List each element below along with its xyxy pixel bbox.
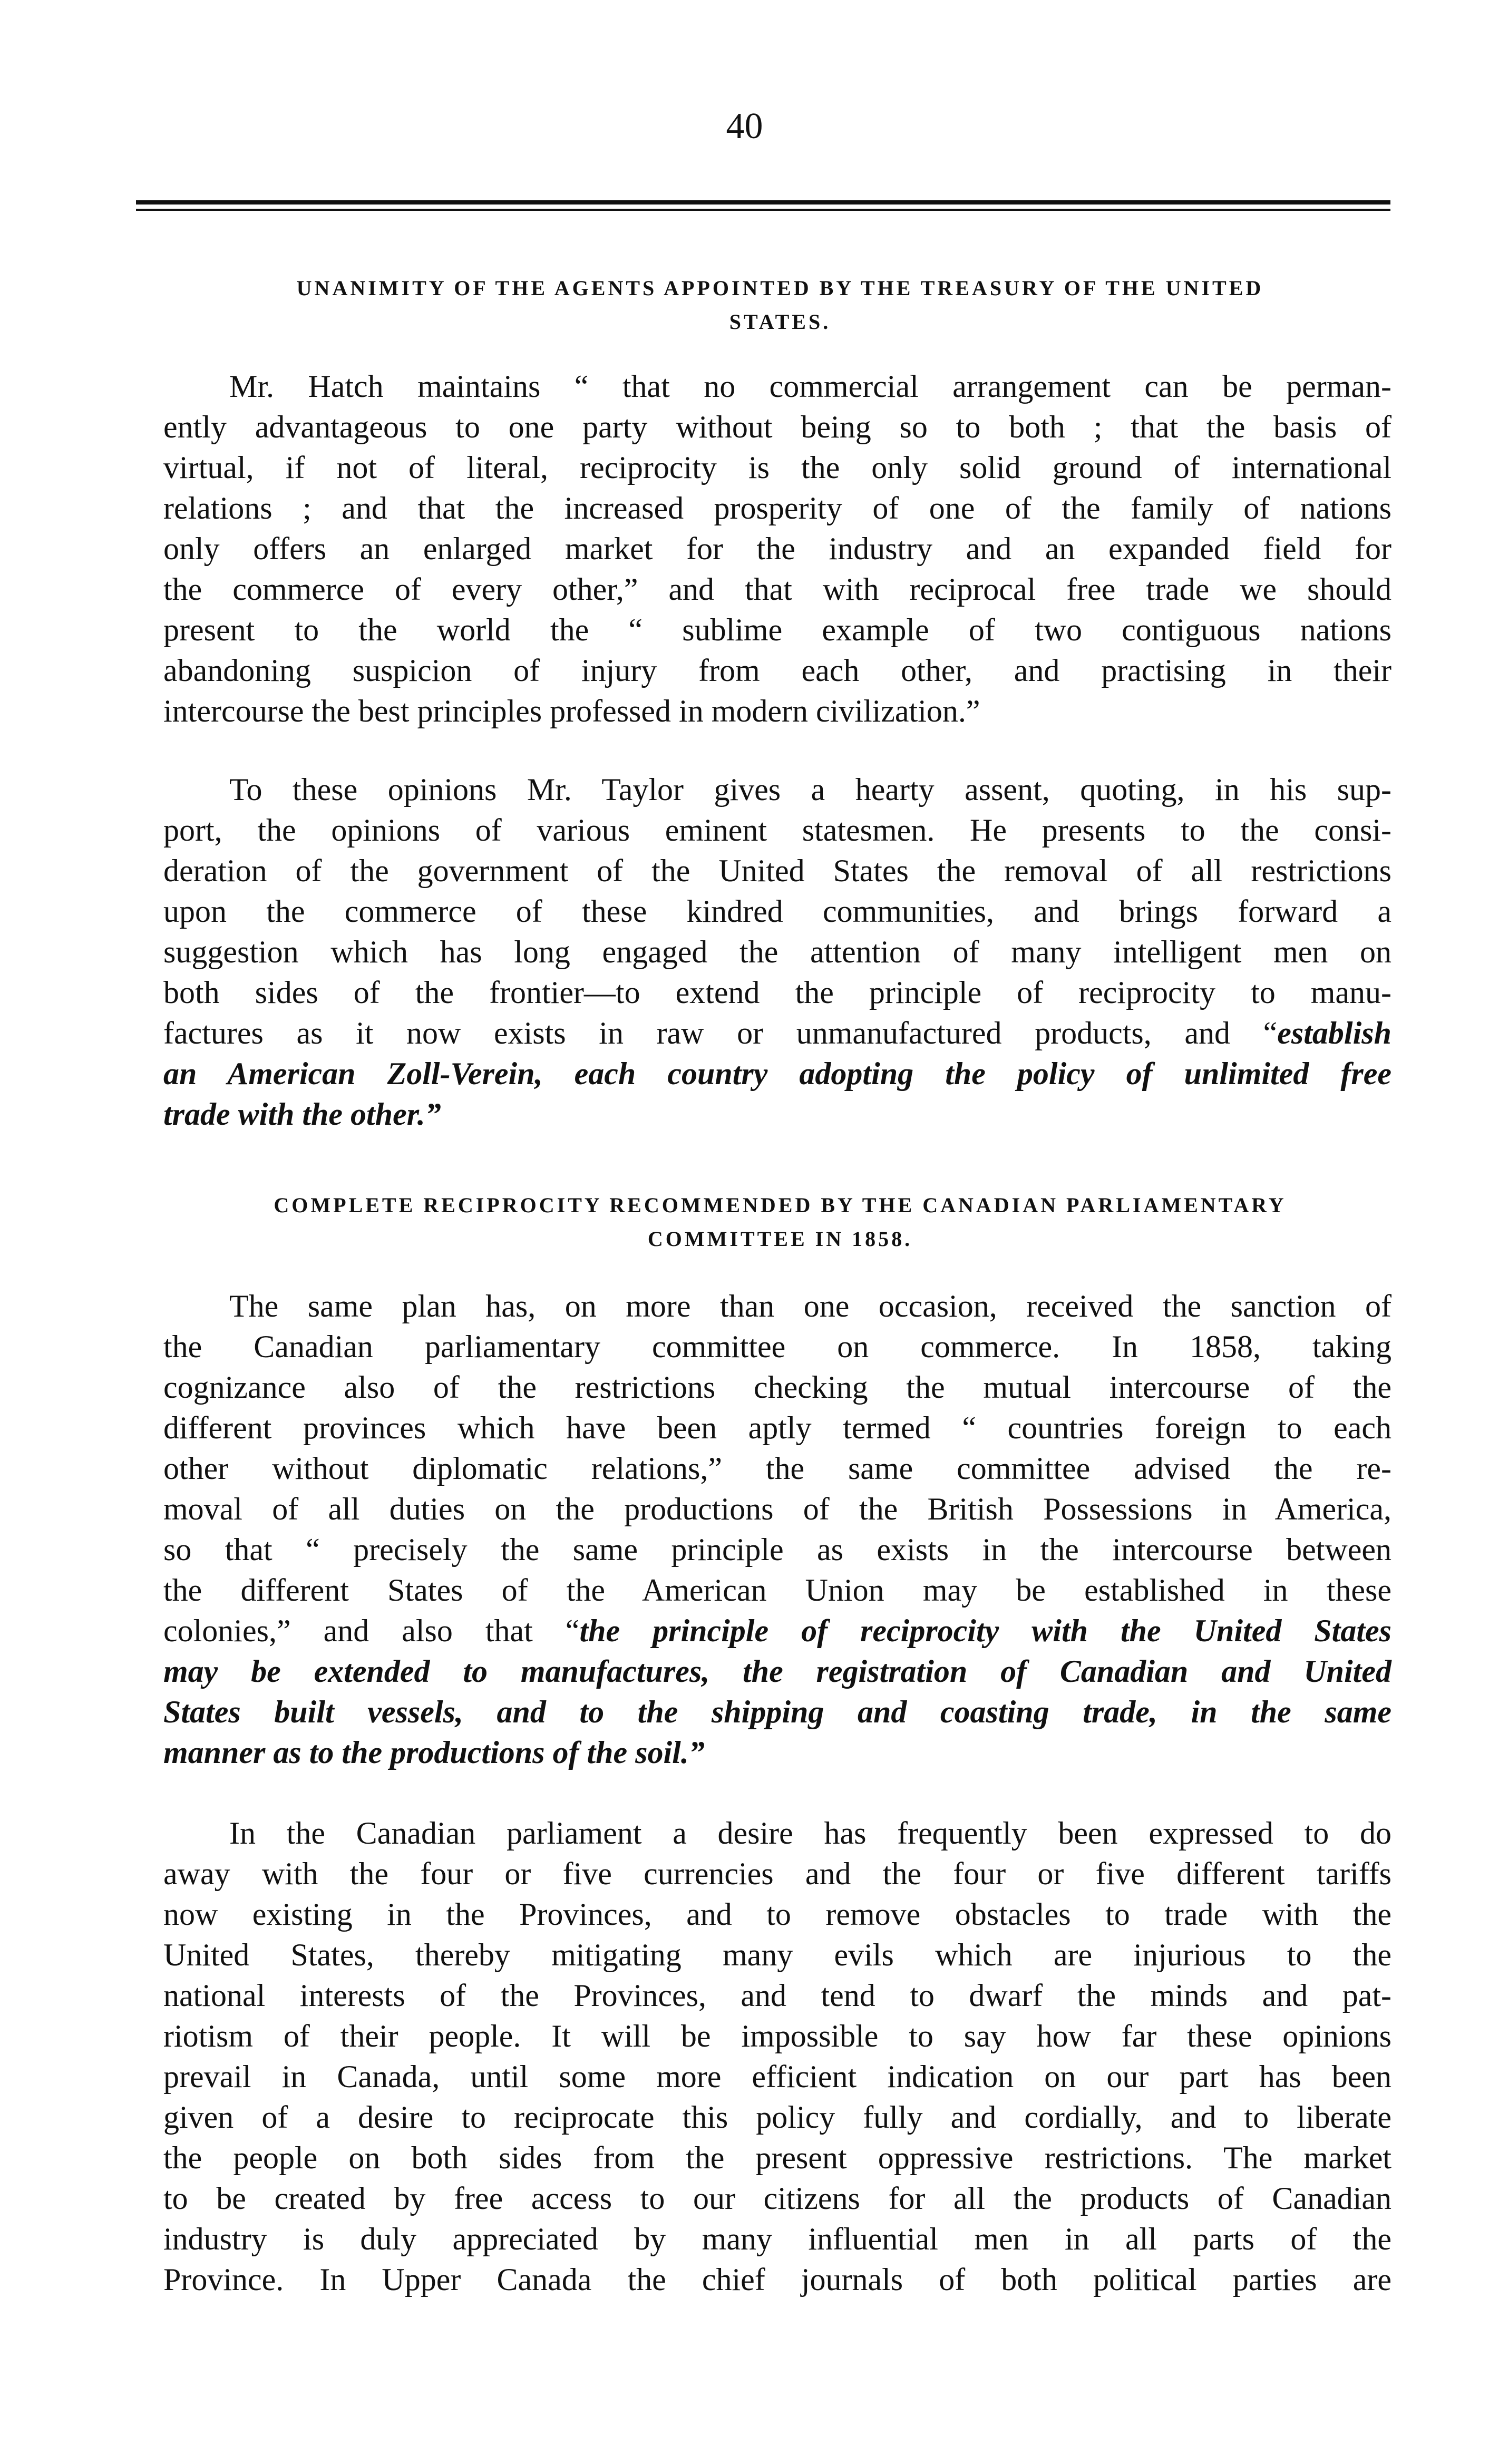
text-line: Province. In Upper Canada the chief journals of both political parties are bbox=[163, 2262, 1391, 2297]
text-line: present to the world the “ sublime example of two contiguous nations bbox=[163, 612, 1391, 647]
text-line: the people on both sides from the present oppressive restrictions. The market bbox=[163, 2140, 1391, 2175]
text-line: only offers an enlarged market for the industry and an expanded field for bbox=[163, 531, 1391, 566]
text-line: moval of all duties on the productions of the British Possessions in America, bbox=[163, 1492, 1391, 1526]
text-line: suggestion which has long engaged the attention of many intelligent men on bbox=[163, 934, 1391, 969]
text-line-emphasis: trade with the other.” bbox=[163, 1097, 441, 1132]
section-heading bbox=[174, 1189, 1386, 1256]
text-line: abandoning suspicion of injury from each other, and practising in their bbox=[163, 653, 1391, 688]
text-line: the Canadian parliamentary committee on commerce. In 1858, taking bbox=[163, 1329, 1391, 1364]
text-line-emphasis: manner as to the productions of the soil.” bbox=[163, 1735, 705, 1770]
text-segment: factures as it now exists in raw or unmanufactured products, and “ bbox=[163, 1016, 1278, 1050]
text-line: given of a desire to reciprocate this policy fully and cordially, and to liberate bbox=[163, 2100, 1391, 2135]
text-line: ently advantageous to one party without being so to both ; that the basis of bbox=[163, 410, 1391, 444]
heading-line: COMMITTEE IN 1858. bbox=[647, 1227, 913, 1251]
text-line-emphasis: States built vessels, and to the shipping and coasting trade, in the same bbox=[163, 1694, 1391, 1729]
text-line: In the Canadian parliament a desire has frequently been expressed to do bbox=[229, 1816, 1391, 1851]
text-line: The same plan has, on more than one occasion, received the sanction of bbox=[229, 1289, 1391, 1323]
header-rule-thin bbox=[136, 209, 1390, 211]
text-line: both sides of the frontier—to extend the principle of reciprocity to manu- bbox=[163, 975, 1391, 1010]
text-line: upon the commerce of these kindred communities, and brings forward a bbox=[163, 894, 1391, 929]
emphasis-text: establish bbox=[1277, 1016, 1391, 1050]
text-line: United States, thereby mitigating many evils which are injurious to the bbox=[163, 1937, 1391, 1972]
paragraph bbox=[163, 770, 1391, 1135]
text-line-emphasis: may be extended to manufactures, the registration of Canadian and United bbox=[163, 1654, 1391, 1689]
paragraph bbox=[163, 1813, 1391, 2300]
text-line: away with the four or five currencies and the four or five different tariffs bbox=[163, 1856, 1391, 1891]
text-line: national interests of the Provinces, and tend to dwarf the minds and pat- bbox=[163, 1978, 1391, 2013]
paragraph bbox=[163, 366, 1391, 732]
text-line: To these opinions Mr. Taylor gives a hearty assent, quoting, in his sup- bbox=[229, 772, 1391, 807]
emphasis-text: the principle of reciprocity with the United States bbox=[579, 1613, 1391, 1648]
section-heading bbox=[174, 271, 1386, 339]
text-line: the commerce of every other,” and that with reciprocal free trade we should bbox=[163, 572, 1391, 607]
text-line: industry is duly appreciated by many influential men in all parts of the bbox=[163, 2222, 1391, 2256]
text-line: to be created by free access to our citizens for all the products of Canadian bbox=[163, 2181, 1391, 2216]
text-line: now existing in the Provinces, and to remove obstacles to trade with the bbox=[163, 1897, 1391, 1932]
text-line: riotism of their people. It will be impossible to say how far these opinions bbox=[163, 2019, 1391, 2053]
text-line: different provinces which have been aptly termed “ countries foreign to each bbox=[163, 1410, 1391, 1445]
text-line: other without diplomatic relations,” the same committee advised the re- bbox=[163, 1451, 1391, 1486]
text-line: so that “ precisely the same principle as exists in the intercourse between bbox=[163, 1532, 1391, 1567]
header-rule bbox=[136, 200, 1390, 204]
text-line: prevail in Canada, until some more efficient indication on our part has been bbox=[163, 2059, 1391, 2094]
text-line-emphasis: an American Zoll-Verein, each country adopting the policy of unlimited free bbox=[163, 1056, 1391, 1091]
text-line: intercourse the best principles professed in modern civilization.” bbox=[163, 694, 980, 728]
text-line: port, the opinions of various eminent statesmen. He presents to the consi- bbox=[163, 813, 1391, 848]
paragraph bbox=[163, 1286, 1391, 1773]
text-line: cognizance also of the restrictions checking the mutual intercourse of the bbox=[163, 1370, 1391, 1405]
heading-line: COMPLETE RECIPROCITY RECOMMENDED BY THE CANADIAN PARLIAMENTARY bbox=[274, 1193, 1287, 1218]
text-line: deration of the government of the United States the removal of all restrictions bbox=[163, 853, 1391, 888]
text-segment: colonies,” and also that “ bbox=[163, 1613, 580, 1648]
text-line: the different States of the American Union may be established in these bbox=[163, 1573, 1391, 1608]
text-line-mixed bbox=[163, 1013, 1391, 1054]
text-line: virtual, if not of literal, reciprocity is the only solid ground of international bbox=[163, 450, 1391, 485]
heading-line: STATES. bbox=[729, 310, 831, 334]
text-line-mixed bbox=[163, 1611, 1391, 1651]
heading-line: UNANIMITY OF THE AGENTS APPOINTED BY THE TREASURY OF THE UNITED bbox=[296, 276, 1264, 300]
page-number: 40 bbox=[726, 106, 763, 147]
text-line: Mr. Hatch maintains “ that no commercial arrangement can be perman- bbox=[229, 369, 1391, 404]
text-line: relations ; and that the increased prosperity of one of the family of nations bbox=[163, 491, 1391, 525]
